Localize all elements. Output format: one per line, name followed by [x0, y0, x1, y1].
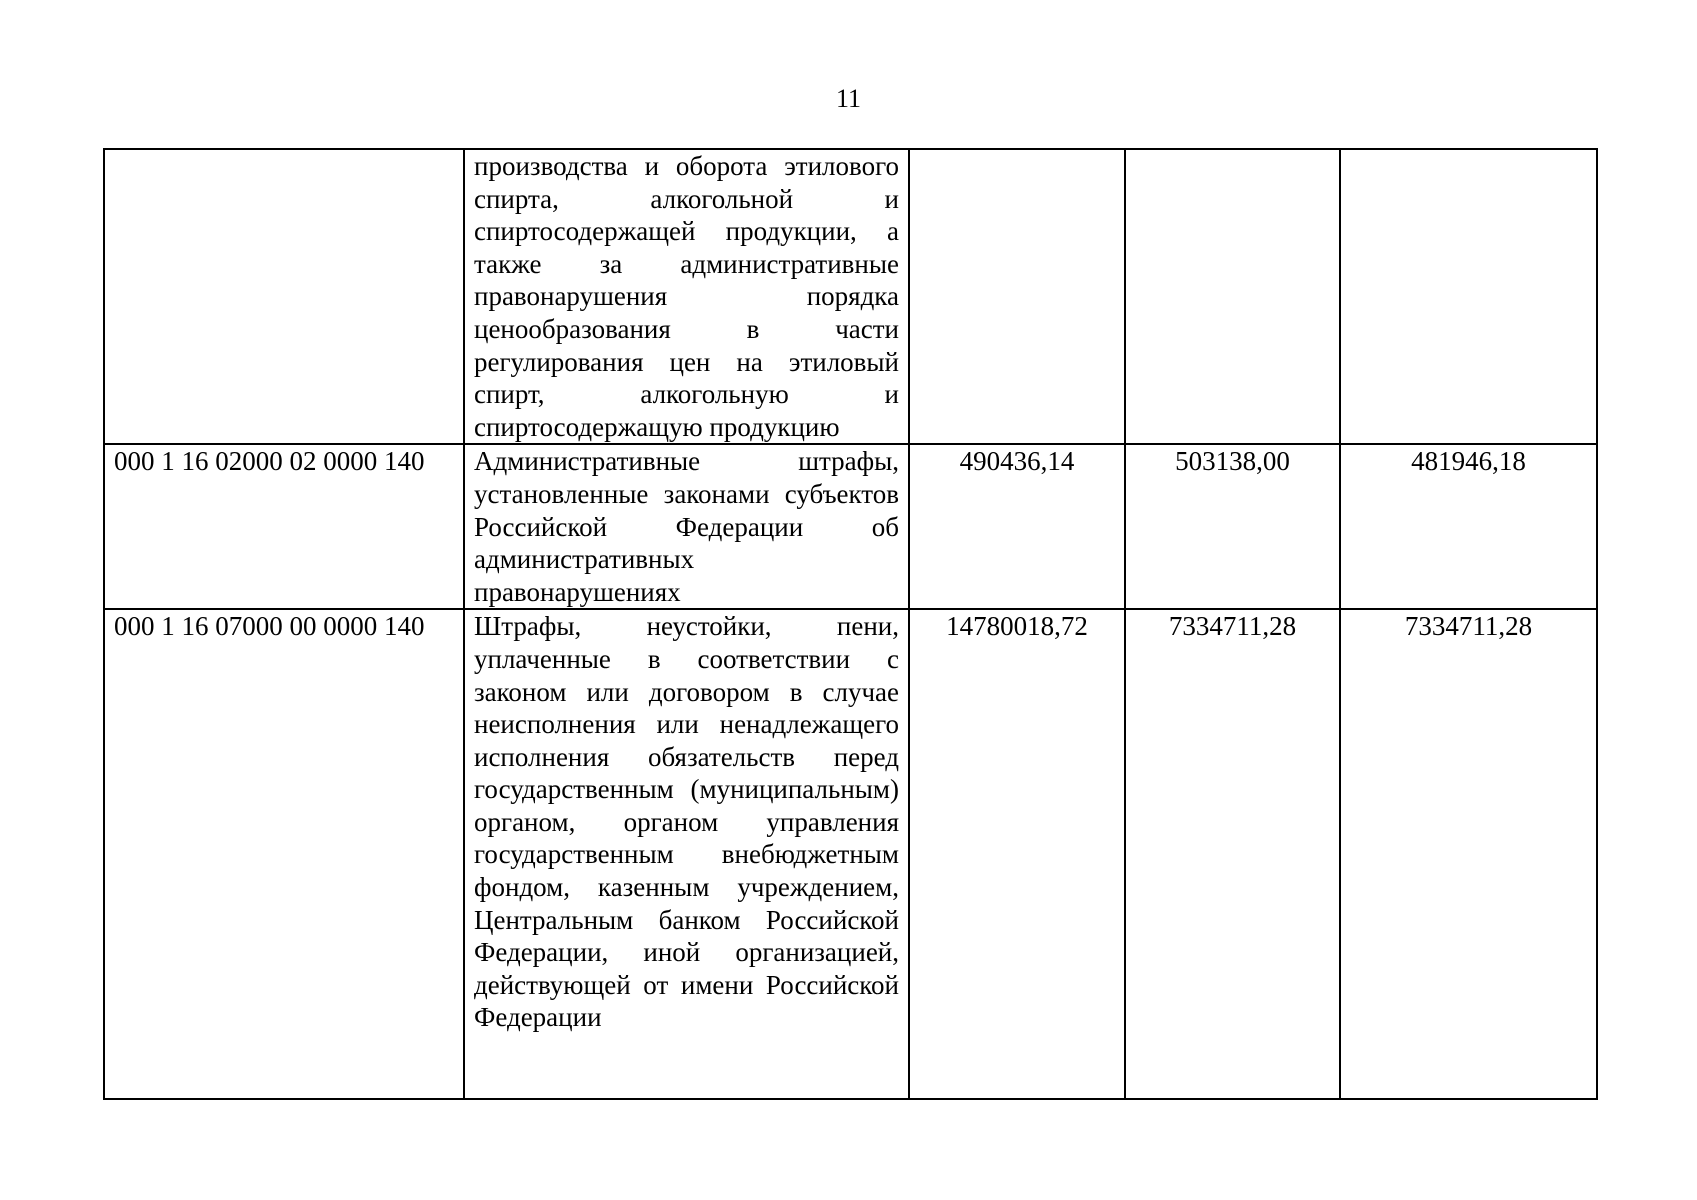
table-row: [104, 149, 1597, 444]
description-cell: Штрафы, неустойки, пени, уплаченные в соответствии с законом или договором в случае неисполнения или ненадлежащего исполнения обязательств перед государственным (муниципальным) органом, органом управления государственным внебюджетным фондом, казенным учреждением, Центральным банком Российской Федерации, иной организацией, действующей от имени Российской Федерации: [464, 609, 909, 1099]
description-cell: производства и оборота этилового спирта, алкогольной и спиртосодержащей продукции, а также за административные правонарушения порядка ценообразования в части регулирования цен на этиловый спирт, алкогольную и спиртосодержащую продукцию: [464, 149, 909, 444]
budget-table: [103, 148, 1598, 1100]
value-cell-3: 481946,18: [1340, 444, 1597, 609]
page-number: 11: [835, 84, 862, 113]
value-cell-1: [909, 149, 1125, 444]
value-cell-3: [1340, 149, 1597, 444]
value-cell-2: 7334711,28: [1125, 609, 1340, 1099]
table-row: [104, 609, 1597, 1099]
value-cell-1: 14780018,72: [909, 609, 1125, 1099]
value-cell-3: 7334711,28: [1340, 609, 1597, 1099]
value-cell-2: [1125, 149, 1340, 444]
value-cell-1: 490436,14: [909, 444, 1125, 609]
description-cell: Административные штрафы, установленные законами субъектов Российской Федерации об административных правонарушениях: [464, 444, 909, 609]
value-cell-2: 503138,00: [1125, 444, 1340, 609]
budget-code-cell: 000 1 16 07000 00 0000 140: [104, 609, 464, 1099]
table-row: [104, 444, 1597, 609]
budget-code-cell: 000 1 16 02000 02 0000 140: [104, 444, 464, 609]
budget-code-cell: [104, 149, 464, 444]
